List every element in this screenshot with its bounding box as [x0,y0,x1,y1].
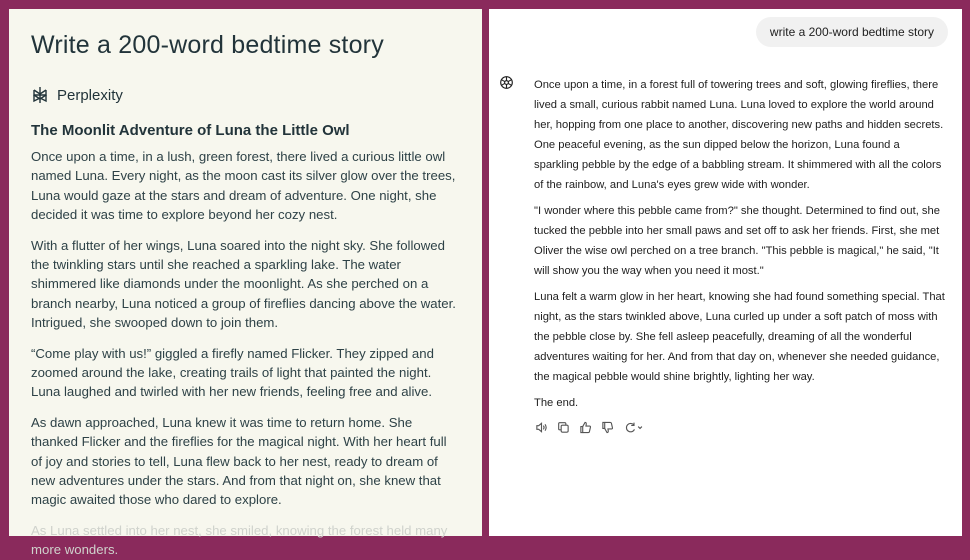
page-title: Write a 200-word bedtime story [31,31,384,59]
copy-icon[interactable] [557,421,570,434]
story-paragraph: “Come play with us!” giggled a firefly named Flicker. They zipped and zoomed around the lake, creating trails of light that painted the night. Luna laughed and twirled with her new friends, feeling free and alive. [31,345,434,400]
regenerate-icon[interactable] [623,421,645,434]
story-paragraph: Once upon a time, in a lush, green forest, there lived a curious little owl named Luna. Every night, as the moon cast its silver glow over the trees, Luna would gaze at the stars and dream of adventure. One night, she decided it was time to explore beyond her cozy nest. [31,149,456,222]
thumbs-up-icon[interactable] [579,421,592,434]
perplexity-logo-icon [31,86,49,104]
answer-paragraph: The end. [534,397,579,409]
answer-paragraph: "I wonder where this pebble came from?" she thought. Determined to find out, she tucked the pebble into her small paws and set off to ask her friends. First, she met Oliver the wise owl perched on a tree branch. "This pebble is magical," he said, "It will show you the way when you need it most." [534,205,940,277]
answer-paragraph: Luna felt a warm glow in her heart, knowing she had found something special. That night, as the stars twinkled above, Luna curled up under a soft patch of moss with the pebble close by. She fell asleep peacefully, dreaming of all the wonderful adventures waiting for her. And from that day on, whenever she needed guidance, the magical pebble would shine brightly, lighting her way. [534,291,945,383]
story-paragraph-cutoff: As Luna settled into her nest, she smiled, knowing the forest held many more wonders. [31,523,448,558]
read-aloud-icon[interactable] [535,421,548,434]
user-message-bubble: write a 200-word bedtime story [756,17,948,47]
assistant-answer [534,75,946,419]
perplexity-brand [31,86,458,104]
story-title: The Moonlit Adventure of Luna the Little Owl [31,122,350,139]
message-actions [535,421,645,434]
story-paragraph: With a flutter of her wings, Luna soared into the night sky. She followed the twinkling stars until she reached a sparkling lake. The water shimmered like diamonds under the moonlight. As she perched on a branch nearby, Luna noticed a group of fireflies dancing above the water. Intrigued, she swooped down to join them. [31,237,456,330]
chatgpt-panel [489,9,962,536]
assistant-logo-icon [499,75,514,90]
answer-paragraph: Once upon a time, in a forest full of towering trees and soft, glowing fireflies, there lived a small, curious rabbit named Luna. Luna loved to explore the world around her, hopping from one place to another, discovering new paths and hidden secrets. One peaceful evening, as the sun dipped below the horizon, Luna found a sparkling pebble by the edge of a babbling stream. It shimmered with all the colors of the rainbow, and Luna's eyes grew wide with wonder. [534,79,944,191]
thumbs-down-icon[interactable] [601,421,614,434]
story-paragraph: As dawn approached, Luna knew it was time to return home. She thanked Flicker and the fireflies for the magical night. With her heart full of joy and stories to tell, Luna flew back to her nest, ready to dream of new adventures under the stars. And from that night on, she knew that magic awaited those who dared to explore. [31,415,447,508]
brand-name: Perplexity [57,86,123,104]
perplexity-panel [9,9,482,558]
